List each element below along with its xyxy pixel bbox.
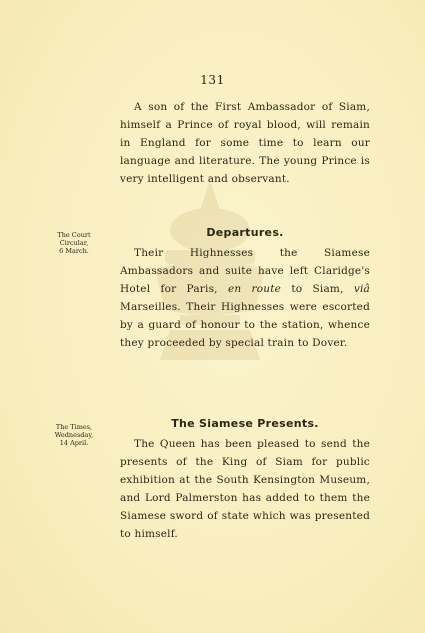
source-line: 6 March.	[59, 247, 89, 255]
presents-paragraph: The Queen has been pleased to send the presents of the King of Siam for public exhibition at the South Kensington Museum, and Lord Palmerston has added to them the Siamese sword of state which was presented to himself.	[120, 438, 370, 540]
source-line: 14 April.	[59, 439, 89, 447]
text-run: to Siam,	[281, 283, 354, 295]
intro-paragraph: A son of the First Ambassador of Siam, himself a Prince of royal blood, will remain in England for some time to learn our language and literature. The young Prince is very intelligent and observant.	[120, 101, 370, 185]
italic-text: en route	[227, 283, 282, 295]
source-line: Circular,	[59, 239, 89, 247]
text-run: Marseilles. Their Highnesses were escorted by a guard of honour to the station, whence they proceeded by special train to Dover.	[120, 301, 370, 349]
text-run: Their Highnesses the Siamese Ambassadors and suite have left Claridge's Hotel for Paris,	[120, 247, 370, 295]
source-note-the-times	[46, 423, 102, 447]
section-heading-siamese-presents: The Siamese Presents.	[171, 417, 319, 430]
source-note-court-circular	[46, 231, 102, 255]
source-line: The Times,	[55, 423, 93, 431]
section-heading-departures: Departures.	[206, 226, 284, 239]
source-line: Wednesday,	[54, 431, 94, 439]
source-line: The Court	[57, 231, 91, 239]
departures-paragraph	[120, 244, 370, 352]
italic-text: viâ	[353, 283, 371, 295]
page-number: 131	[200, 73, 225, 87]
